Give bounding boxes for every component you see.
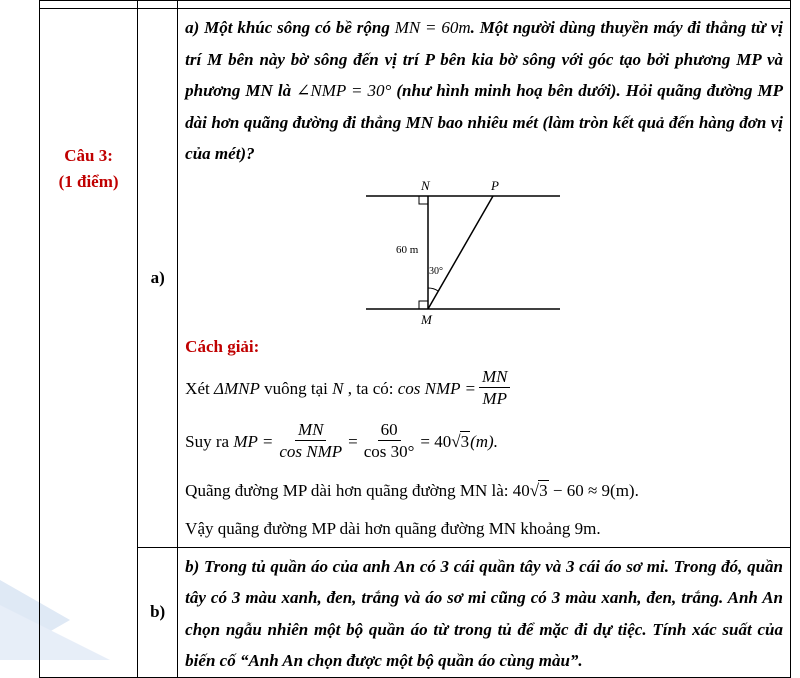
solution-title: Cách giải: — [185, 336, 260, 356]
label-m: M — [421, 311, 433, 326]
part-a-label: a) — [138, 9, 178, 548]
angle-label: 30° — [429, 265, 444, 277]
part-a-content — [178, 9, 791, 548]
part-b-problem: b) Trong tủ quần áo của anh An có 3 cái quần tây và 3 cái áo sơ mi. Trong đó, quần tây có 3 màu xanh, đen, trắng và áo sơ mi cũng có 3 màu xanh, đen, trắng. Anh An chọn ngẫu nhiên một bộ quần áo từ trong tủ để mặc đi dự tiệc. Tính xác suất của biến cố “Anh An chọn được một bộ quần áo cùng màu”. — [185, 556, 783, 670]
label-p: P — [491, 177, 500, 193]
fraction-60-cos30: $\frac{60}{\cos 30^\circ}$ — [363, 420, 415, 461]
width-label: 60 m — [396, 243, 419, 256]
row-part-b — [40, 547, 791, 677]
label-n: N — [421, 177, 430, 193]
top-row — [40, 1, 791, 9]
math-angle: ∠NMP = 30° — [296, 81, 392, 100]
question-label: Câu 3: — [64, 145, 113, 165]
fraction-mn-cos: $\frac{MN}{\text{cos NMP}}$ — [279, 420, 343, 461]
part-b-label: b) — [138, 547, 178, 677]
step-1: Xét ΔMNP vuông tại N , ta có: cos NMP = $\frac{MN}{MP}$ — [185, 365, 790, 413]
step-2: Suy ra MP = $\frac{MN}{\text{cos NMP}}$ = $\frac{60}{\cos 30^\circ}$ = 40 √ 3 (m). — [185, 420, 498, 461]
answer-table — [39, 0, 791, 678]
part-b-content — [178, 547, 791, 677]
step-3: Quãng đường MP dài hơn quãng đường MN là: 40 √ 3 − 60 ≈ 9(m). — [185, 480, 639, 500]
question-points: (1 điểm) — [58, 171, 119, 191]
right-angle-m — [419, 301, 428, 309]
solution — [178, 337, 790, 547]
right-angle-n — [419, 196, 428, 204]
step-4: Vậy quãng đường MP dài hơn quãng đường MN khoảng 9m. — [185, 518, 601, 538]
fraction-mn-mp: $\frac{MN}{MP}$ — [479, 367, 511, 410]
segment-mp — [428, 196, 493, 309]
river-figure — [366, 178, 566, 326]
row-part-a — [40, 9, 791, 548]
question-cell — [40, 9, 138, 678]
math-mn: MN = 60m — [394, 18, 471, 37]
angle-arc — [428, 288, 438, 291]
part-a-problem: a) Một khúc sông có bề rộng MN = 60m. Một người dùng thuyền máy đi thẳng từ vị trí M bên này bờ sông đến vị trí P bên kia bờ sông với góc tạo bởi phương MP và phương MN là ∠NMP = 30° (như hình minh hoạ bên dưới). Hỏi quãng đường MP dài hơn quãng đường đi thẳng MN bao nhiêu mét (làm tròn kết quả đến hàng đơn vị của mét)? — [185, 18, 784, 163]
